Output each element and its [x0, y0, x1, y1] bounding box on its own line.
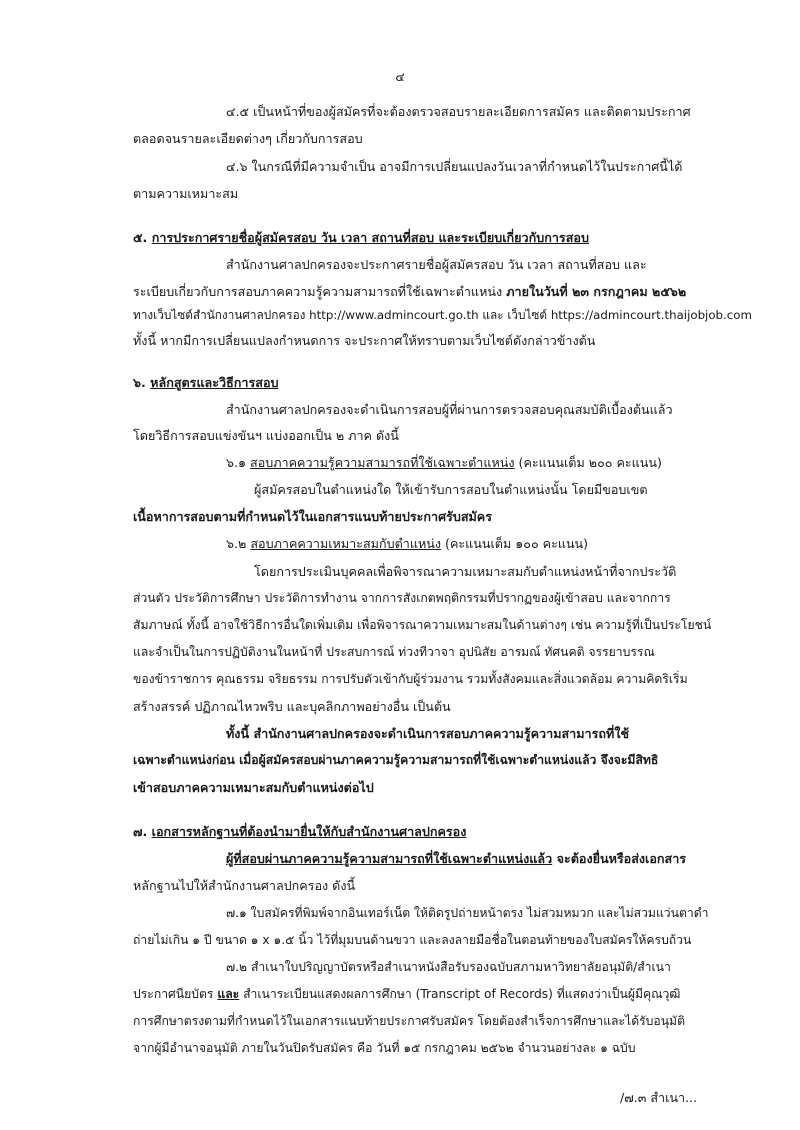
- section-7-2-line-2: [133, 987, 680, 1002]
- section-7-number: ๗.: [133, 824, 148, 839]
- section-5-line-4: ทั้งนี้ หากมีการเปลี่ยนแปลงกำหนดการ จะประกาศให้ทราบตามเว็บไซต์ดังกล่าวข้างต้น: [133, 333, 596, 348]
- section-6-2-title: สอบภาคความเหมาะสมกับตำแหน่ง: [250, 536, 442, 551]
- section-6-note-line-1: ทั้งนี้ สำนักงานศาลปกครองจะดำเนินการสอบภาคความรู้ความสามารถที่ใช้: [226, 726, 630, 741]
- section-6-1-number: ๖.๑: [226, 455, 246, 470]
- section-7-heading: [133, 824, 466, 839]
- section-6-title: หลักสูตรและวิธีการสอบ: [150, 375, 279, 390]
- section-6-1-line-1: ผู้สมัครสอบในตำแหน่งใด ให้เข้ารับการสอบในตำแหน่งนั้น โดยมีขอบเขต: [254, 482, 648, 497]
- section-6-note-line-3: เข้าสอบภาคความเหมาะสมกับตำแหน่งต่อไป: [133, 780, 374, 795]
- section-5-line-2: [133, 284, 686, 299]
- section-6-2-score: (คะแนนเต็ม ๑๐๐ คะแนน): [445, 536, 589, 551]
- section-7-1-line-2: ถ่ายไม่เกิน ๑ ปี ขนาด ๑ x ๑.๕ นิ้ว ไว้ที่มุมบนด้านขวา และลงลายมือชื่อในตอนท้ายของใบสมัครให้ครบถ้วน: [133, 933, 692, 947]
- continuation-marker: /๗.๓ สำเนา...: [620, 1090, 698, 1105]
- section-6-note-line-2: เฉพาะตำแหน่งก่อน เมื่อผู้สมัครสอบผ่านภาคความรู้ความสามารถที่ใช้เฉพาะตำแหน่งแล้ว จึงจะมีสิทธิ: [133, 753, 659, 767]
- section-7-2-line-1: ๗.๒ สำเนาใบปริญญาบัตรหรือสำเนาหนังสือรับรองฉบับสภามหาวิทยาลัยอนุมัติ/สำเนา: [226, 960, 671, 974]
- section-5-deadline: ภายในวันที่ ๒๓ กรกฎาคม ๒๕๖๒: [506, 284, 687, 299]
- section-7-intro-line-2: หลักฐานไปให้สำนักงานศาลปกครอง ดังนี้: [133, 878, 356, 893]
- section-5-line-3: ทางเว็บไซต์สำนักงานศาลปกครอง http://www.admincourt.go.th และ เว็บไซต์ https://admincourt.thaijobjob.com: [133, 308, 752, 322]
- section-7-title: เอกสารหลักฐานที่ต้องนำมายื่นให้กับสำนักงานศาลปกครอง: [151, 824, 467, 839]
- section-7-1-line-1: ๗.๑ ใบสมัครที่พิมพ์จากอินเทอร์เน็ต ให้ติดรูปถ่ายหน้าตรง ไม่สวมหมวก และไม่สวมแว่นตาดำ: [226, 906, 709, 920]
- section-6-2-line-1: โดยการประเมินบุคคลเพื่อพิจารณาความเหมาะสมกับตำแหน่งหน้าที่จากประวัติ: [254, 564, 677, 579]
- section-7-2-and: และ: [217, 987, 240, 1001]
- paragraph-4-6-line-2: ตามความเหมาะสม: [133, 186, 239, 201]
- section-7-2-line-2-a: ประกาศนียบัตร: [133, 987, 214, 1001]
- section-5-number: ๕.: [133, 230, 148, 245]
- section-6-line-1: สำนักงานศาลปกครองจะดำเนินการสอบผู้ที่ผ่านการตรวจสอบคุณสมบัติเบื้องต้นแล้ว: [226, 402, 673, 417]
- section-7-intro-rest: จะต้องยื่นหรือส่งเอกสาร: [556, 851, 687, 866]
- section-6-2-number: ๖.๒: [226, 536, 247, 551]
- section-6-heading: [133, 375, 279, 390]
- section-7-intro-line-1: [226, 851, 686, 866]
- section-6-line-2: โดยวิธีการสอบแข่งขันฯ แบ่งออกเป็น ๒ ภาค ดังนี้: [133, 428, 399, 443]
- section-7-2-line-2-b: สำเนาระเบียนแสดงผลการศึกษา (Transcript of Records) ที่แสดงว่าเป็นผู้มีคุณวุฒิ: [243, 987, 681, 1001]
- section-5-line-1: สำนักงานศาลปกครองจะประกาศรายชื่อผู้สมัครสอบ วัน เวลา สถานที่สอบ และ: [226, 257, 647, 272]
- section-6-1-line-2: เนื้อหาการสอบตามที่กำหนดไว้ในเอกสารแนบท้ายประกาศรับสมัคร: [133, 509, 492, 524]
- paragraph-4-5-line-1: ๔.๕ เป็นหน้าที่ของผู้สมัครที่จะต้องตรวจสอบรายละเอียดการสมัคร และติดตามประกาศ: [226, 104, 691, 119]
- section-7-intro-underlined: ผู้ที่สอบผ่านภาคความรู้ความสามารถที่ใช้เฉพาะตำแหน่งแล้ว: [226, 851, 553, 866]
- section-6-1-title: สอบภาคความรู้ความสามารถที่ใช้เฉพาะตำแหน่ง: [250, 455, 515, 470]
- section-5-line-2-text: ระเบียบเกี่ยวกับการสอบภาคความรู้ความสามารถที่ใช้เฉพาะตำแหน่ง: [133, 284, 503, 299]
- section-7-2-line-4: จากผู้มีอำนาจอนุมัติ ภายในวันปิดรับสมัคร คือ วันที่ ๑๕ กรกฎาคม ๒๕๖๒ จำนวนอย่างละ ๑ ฉบับ: [133, 1041, 636, 1055]
- page-number: ๔: [395, 70, 405, 84]
- section-6-2-heading: [226, 536, 588, 551]
- section-6-1-heading: [226, 455, 662, 470]
- paragraph-4-5-line-2: ตลอดจนรายละเอียดต่างๆ เกี่ยวกับการสอบ: [133, 131, 363, 146]
- section-6-number: ๖.: [133, 375, 146, 390]
- section-6-2-line-2: ส่วนตัว ประวัติการศึกษา ประวัติการทำงาน จากการสังเกตพฤติกรรมที่ปรากฏของผู้เข้าสอบ และจากการ: [133, 591, 671, 605]
- section-6-1-score: (คะแนนเต็ม ๒๐๐ คะแนน): [518, 455, 662, 470]
- section-6-2-line-3: สัมภาษณ์ ทั้งนี้ อาจใช้วิธีการอื่นใดเพิ่มเติม เพื่อพิจารณาความเหมาะสมในด้านต่างๆ เช่น ความรู้ที่เป็นประโยชน์: [133, 618, 712, 632]
- paragraph-4-6-line-1: ๔.๖ ในกรณีที่มีความจำเป็น อาจมีการเปลี่ยนแปลงวันเวลาที่กำหนดไว้ในประกาศนี้ได้: [226, 159, 683, 174]
- section-6-2-line-4: และจำเป็นในการปฏิบัติงานในหน้าที่ ประสบการณ์ ท่วงทีวาจา อุปนิสัย อารมณ์ ทัศนคติ จรรยาบรรณ: [133, 645, 655, 659]
- section-5-heading: [133, 230, 589, 245]
- section-6-2-line-5: ของข้าราชการ คุณธรรม จริยธรรม การปรับตัวเข้ากับผู้ร่วมงาน รวมทั้งสังคมและสิ่งแวดล้อม ความคิดริเริ่ม: [133, 672, 688, 686]
- section-6-2-line-6: สร้างสรรค์ ปฏิภาณไหวพริบ และบุคลิกภาพอย่างอื่น เป็นต้น: [133, 699, 451, 714]
- section-7-2-line-3: การศึกษาตรงตามที่กำหนดไว้ในเอกสารแนบท้ายประกาศรับสมัคร โดยต้องสำเร็จการศึกษาและได้รับอนุมัติ: [133, 1014, 685, 1028]
- section-5-title: การประกาศรายชื่อผู้สมัครสอบ วัน เวลา สถานที่สอบ และระเบียบเกี่ยวกับการสอบ: [151, 230, 589, 245]
